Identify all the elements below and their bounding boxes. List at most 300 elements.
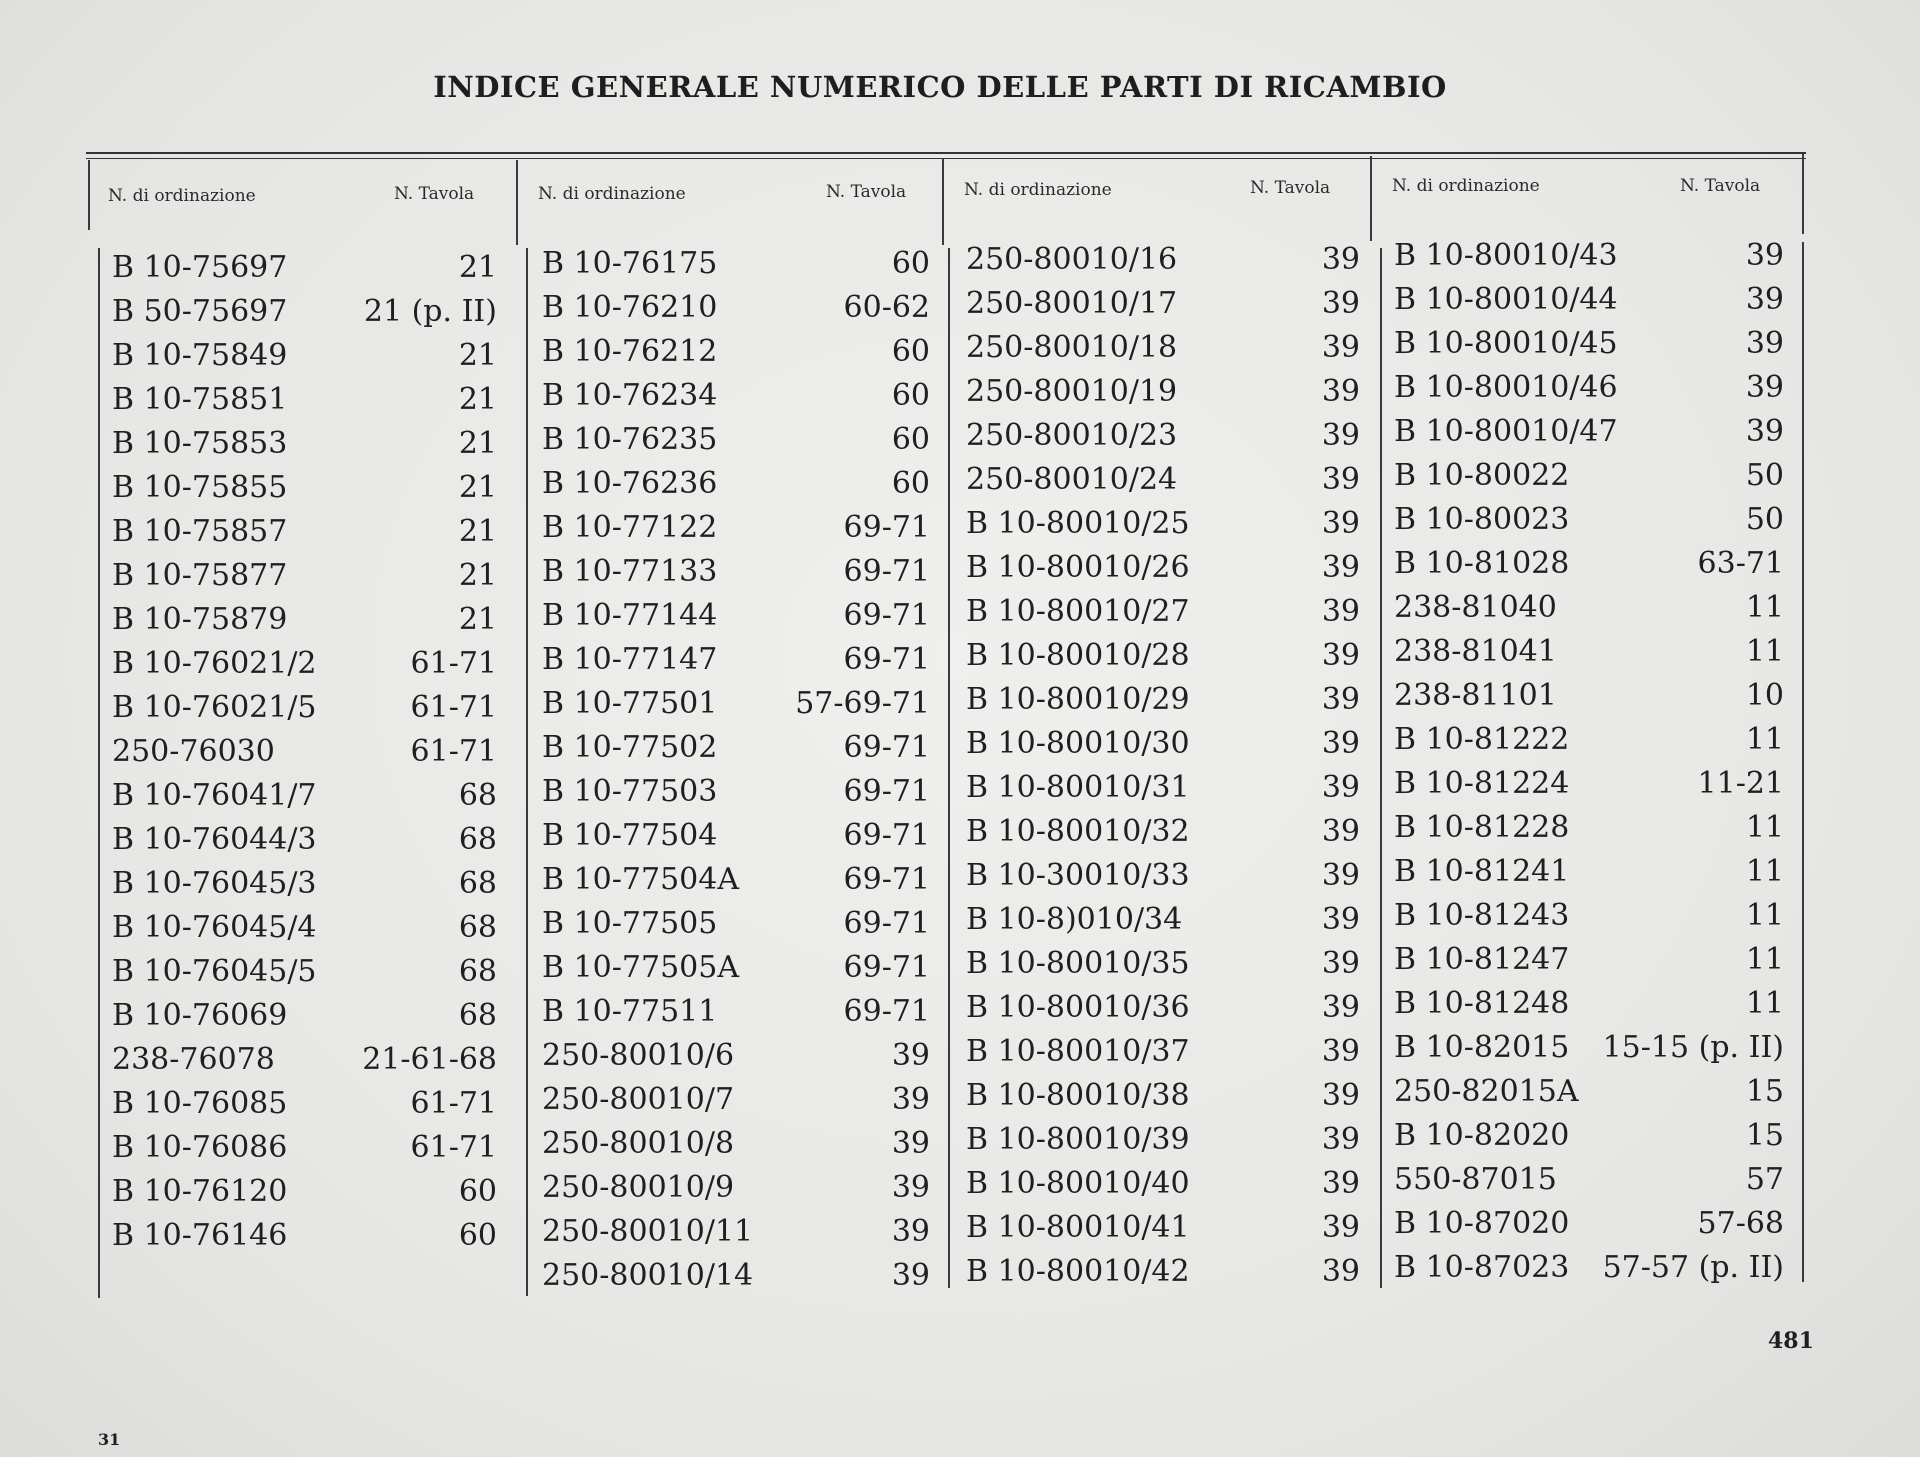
table-number: 69-71 bbox=[843, 818, 930, 853]
column-header-table-1: N. Tavola bbox=[394, 184, 475, 204]
order-number: B 10-80010/41 bbox=[966, 1210, 1190, 1245]
order-number: B 10-76086 bbox=[112, 1130, 288, 1165]
column-header-order-1: N. di ordinazione bbox=[108, 186, 256, 206]
order-number: B 10-77122 bbox=[542, 510, 718, 545]
order-number: B 50-75697 bbox=[112, 294, 288, 329]
index-row bbox=[542, 1214, 930, 1258]
top-rule-outer bbox=[86, 152, 1806, 154]
order-number: B 10-81247 bbox=[1394, 942, 1570, 977]
order-number: B 10-80010/27 bbox=[966, 594, 1190, 629]
order-number: B 10-80010/29 bbox=[966, 682, 1190, 717]
order-number: B 10-87023 bbox=[1394, 1250, 1570, 1285]
order-number: B 10-80010/46 bbox=[1394, 370, 1618, 405]
order-number: B 10-81224 bbox=[1394, 766, 1570, 801]
order-number: B 10-76210 bbox=[542, 290, 718, 325]
index-row bbox=[542, 730, 930, 774]
table-number: 68 bbox=[458, 866, 497, 901]
table-number: 61-71 bbox=[410, 1130, 497, 1165]
table-number: 50 bbox=[1745, 502, 1784, 537]
order-number: B 10-77144 bbox=[542, 598, 718, 633]
index-row bbox=[112, 1086, 497, 1130]
footer-mark: 31 bbox=[98, 1430, 121, 1449]
table-number: 21 bbox=[458, 470, 497, 505]
order-number: B 10-82015 bbox=[1394, 1030, 1570, 1065]
index-row bbox=[1394, 370, 1784, 414]
order-number: 238-76078 bbox=[112, 1042, 275, 1077]
table-number: 39 bbox=[1321, 902, 1360, 937]
order-number: B 10-75877 bbox=[112, 558, 288, 593]
table-number: 69-71 bbox=[843, 554, 930, 589]
index-row bbox=[1394, 238, 1784, 282]
order-number: 250-80010/8 bbox=[542, 1126, 735, 1161]
table-number: 11 bbox=[1745, 986, 1784, 1021]
table-number: 60 bbox=[891, 422, 930, 457]
table-number: 39 bbox=[891, 1082, 930, 1117]
order-number: 250-80010/6 bbox=[542, 1038, 735, 1073]
order-number: B 10-30010/33 bbox=[966, 858, 1190, 893]
index-row bbox=[966, 770, 1360, 814]
index-row bbox=[542, 774, 930, 818]
index-row bbox=[112, 602, 497, 646]
order-number: B 10-77504A bbox=[542, 862, 739, 897]
index-row bbox=[112, 690, 497, 734]
index-row bbox=[966, 330, 1360, 374]
table-number: 39 bbox=[1321, 990, 1360, 1025]
table-number: 60 bbox=[891, 378, 930, 413]
index-row bbox=[112, 1174, 497, 1218]
table-number: 60 bbox=[891, 334, 930, 369]
table-number: 68 bbox=[458, 998, 497, 1033]
top-rule-inner bbox=[86, 158, 1806, 159]
table-number: 50 bbox=[1745, 458, 1784, 493]
index-row bbox=[112, 998, 497, 1042]
table-number: 69-71 bbox=[843, 598, 930, 633]
index-row bbox=[112, 1130, 497, 1174]
table-number: 39 bbox=[1745, 326, 1784, 361]
index-row bbox=[966, 858, 1360, 902]
index-row bbox=[966, 594, 1360, 638]
index-row bbox=[1394, 1206, 1784, 1250]
order-number: B 10-81243 bbox=[1394, 898, 1570, 933]
index-row bbox=[542, 950, 930, 994]
header-divider-2 bbox=[942, 158, 944, 245]
index-row bbox=[1394, 942, 1784, 986]
order-number: B 10-75849 bbox=[112, 338, 288, 373]
index-row bbox=[1394, 414, 1784, 458]
order-number: 250-80010/9 bbox=[542, 1170, 735, 1205]
order-number: B 10-76146 bbox=[112, 1218, 288, 1253]
order-number: B 10-81028 bbox=[1394, 546, 1570, 581]
table-number: 39 bbox=[1745, 414, 1784, 449]
index-row bbox=[112, 822, 497, 866]
index-row bbox=[542, 466, 930, 510]
order-number: B 10-80010/38 bbox=[966, 1078, 1190, 1113]
index-row bbox=[1394, 722, 1784, 766]
order-number: B 10-75851 bbox=[112, 382, 288, 417]
table-number: 39 bbox=[891, 1170, 930, 1205]
index-row bbox=[966, 286, 1360, 330]
index-row bbox=[1394, 810, 1784, 854]
index-row bbox=[542, 554, 930, 598]
index-row bbox=[966, 726, 1360, 770]
index-row bbox=[966, 682, 1360, 726]
index-column-2 bbox=[542, 246, 930, 1302]
index-row bbox=[966, 550, 1360, 594]
table-number: 39 bbox=[1321, 506, 1360, 541]
order-number: B 10-77511 bbox=[542, 994, 718, 1029]
order-number: 250-82015A bbox=[1394, 1074, 1579, 1109]
index-row bbox=[966, 638, 1360, 682]
table-number: 39 bbox=[1321, 330, 1360, 365]
index-row bbox=[966, 1034, 1360, 1078]
index-row bbox=[112, 1218, 497, 1262]
table-number: 39 bbox=[1321, 682, 1360, 717]
order-number: B 10-80010/42 bbox=[966, 1254, 1190, 1289]
index-row bbox=[112, 426, 497, 470]
order-number: B 10-77502 bbox=[542, 730, 718, 765]
table-number: 11 bbox=[1745, 634, 1784, 669]
order-number: 238-81041 bbox=[1394, 634, 1557, 669]
table-number: 21 bbox=[458, 426, 497, 461]
order-number: B 10-76045/4 bbox=[112, 910, 317, 945]
table-number: 69-71 bbox=[843, 774, 930, 809]
table-number: 21 bbox=[458, 382, 497, 417]
index-row bbox=[1394, 1250, 1784, 1294]
table-number: 21 bbox=[458, 338, 497, 373]
order-number: B 10-80022 bbox=[1394, 458, 1570, 493]
table-number: 39 bbox=[1321, 374, 1360, 409]
table-number: 60-62 bbox=[843, 290, 930, 325]
order-number: 250-80010/17 bbox=[966, 286, 1178, 321]
column-header-order-3: N. di ordinazione bbox=[964, 180, 1112, 200]
order-number: B 10-80010/37 bbox=[966, 1034, 1190, 1069]
order-number: B 10-76041/7 bbox=[112, 778, 317, 813]
order-number: B 10-76069 bbox=[112, 998, 288, 1033]
table-number: 39 bbox=[1321, 418, 1360, 453]
table-number: 39 bbox=[1321, 594, 1360, 629]
order-number: B 10-77505A bbox=[542, 950, 739, 985]
table-number: 61-71 bbox=[410, 734, 497, 769]
table-number: 68 bbox=[458, 822, 497, 857]
index-row bbox=[112, 470, 497, 514]
table-number: 60 bbox=[458, 1218, 497, 1253]
table-number: 57-69-71 bbox=[795, 686, 930, 721]
table-number: 39 bbox=[891, 1258, 930, 1293]
table-number: 15 bbox=[1745, 1118, 1784, 1153]
index-row bbox=[1394, 854, 1784, 898]
header-divider-left bbox=[88, 160, 90, 230]
index-row bbox=[1394, 678, 1784, 722]
index-row bbox=[542, 906, 930, 950]
index-row bbox=[966, 946, 1360, 990]
index-row bbox=[966, 1166, 1360, 1210]
order-number: B 10-80010/47 bbox=[1394, 414, 1618, 449]
table-number: 39 bbox=[1321, 726, 1360, 761]
column-header-order-2: N. di ordinazione bbox=[538, 184, 686, 204]
table-number: 11 bbox=[1745, 590, 1784, 625]
order-number: 250-80010/16 bbox=[966, 242, 1178, 277]
table-number: 11 bbox=[1745, 854, 1784, 889]
table-number: 39 bbox=[891, 1038, 930, 1073]
table-number: 60 bbox=[891, 246, 930, 281]
order-number: B 10-76234 bbox=[542, 378, 718, 413]
page-title: INDICE GENERALE NUMERICO DELLE PARTI DI RICAMBIO bbox=[433, 70, 1447, 104]
order-number: B 10-77133 bbox=[542, 554, 718, 589]
table-number: 15-15 (p. II) bbox=[1602, 1030, 1784, 1065]
index-row bbox=[966, 1078, 1360, 1122]
index-row bbox=[542, 994, 930, 1038]
table-number: 69-71 bbox=[843, 642, 930, 677]
order-number: B 10-80010/36 bbox=[966, 990, 1190, 1025]
column-divider-left bbox=[98, 248, 100, 1298]
header-divider-3 bbox=[1370, 156, 1372, 241]
table-number: 69-71 bbox=[843, 730, 930, 765]
order-number: B 10-80023 bbox=[1394, 502, 1570, 537]
order-number: B 10-80010/26 bbox=[966, 550, 1190, 585]
table-number: 68 bbox=[458, 910, 497, 945]
index-row bbox=[112, 382, 497, 426]
index-row bbox=[112, 1042, 497, 1086]
table-number: 39 bbox=[1321, 286, 1360, 321]
table-number: 39 bbox=[1321, 1122, 1360, 1157]
index-row bbox=[1394, 634, 1784, 678]
index-row bbox=[112, 778, 497, 822]
index-row bbox=[966, 1210, 1360, 1254]
column-divider-2 bbox=[948, 248, 950, 1288]
table-number: 15 bbox=[1745, 1074, 1784, 1109]
index-row bbox=[1394, 326, 1784, 370]
table-number: 61-71 bbox=[410, 1086, 497, 1121]
order-number: B 10-75879 bbox=[112, 602, 288, 637]
table-number: 39 bbox=[1321, 770, 1360, 805]
table-number: 10 bbox=[1745, 678, 1784, 713]
order-number: B 10-75855 bbox=[112, 470, 288, 505]
index-row bbox=[966, 1254, 1360, 1298]
order-number: B 10-80010/25 bbox=[966, 506, 1190, 541]
index-row bbox=[966, 990, 1360, 1034]
order-number: B 10-80010/32 bbox=[966, 814, 1190, 849]
table-number: 69-71 bbox=[843, 862, 930, 897]
index-row bbox=[542, 1126, 930, 1170]
order-number: B 10-77505 bbox=[542, 906, 718, 941]
order-number: B 10-77503 bbox=[542, 774, 718, 809]
order-number: B 10-76120 bbox=[112, 1174, 288, 1209]
column-divider-right bbox=[1802, 242, 1804, 1282]
index-row bbox=[542, 510, 930, 554]
index-row bbox=[1394, 1074, 1784, 1118]
table-number: 11 bbox=[1745, 942, 1784, 977]
table-number: 39 bbox=[1321, 638, 1360, 673]
table-number: 39 bbox=[1321, 858, 1360, 893]
table-number: 69-71 bbox=[843, 510, 930, 545]
order-number: 250-76030 bbox=[112, 734, 275, 769]
table-number: 60 bbox=[458, 1174, 497, 1209]
table-number: 57-68 bbox=[1697, 1206, 1784, 1241]
table-number: 69-71 bbox=[843, 950, 930, 985]
table-number: 69-71 bbox=[843, 994, 930, 1029]
order-number: B 10-76044/3 bbox=[112, 822, 317, 857]
table-number: 39 bbox=[1321, 814, 1360, 849]
index-row bbox=[542, 686, 930, 730]
order-number: B 10-75853 bbox=[112, 426, 288, 461]
index-row bbox=[966, 462, 1360, 506]
order-number: B 10-76021/5 bbox=[112, 690, 317, 725]
order-number: 250-80010/23 bbox=[966, 418, 1178, 453]
index-row bbox=[1394, 986, 1784, 1030]
table-number: 60 bbox=[891, 466, 930, 501]
index-row bbox=[112, 558, 497, 602]
table-number: 69-71 bbox=[843, 906, 930, 941]
order-number: B 10-76045/3 bbox=[112, 866, 317, 901]
table-number: 11 bbox=[1745, 898, 1784, 933]
index-row bbox=[542, 422, 930, 466]
table-number: 21 (p. II) bbox=[363, 294, 497, 329]
index-row bbox=[1394, 766, 1784, 810]
order-number: 550-87015 bbox=[1394, 1162, 1557, 1197]
order-number: B 10-82020 bbox=[1394, 1118, 1570, 1153]
order-number: 250-80010/19 bbox=[966, 374, 1178, 409]
header-divider-right bbox=[1802, 154, 1804, 234]
table-number: 39 bbox=[1745, 282, 1784, 317]
column-header-order-4: N. di ordinazione bbox=[1392, 176, 1540, 196]
order-number: B 10-76235 bbox=[542, 422, 718, 457]
table-number: 39 bbox=[891, 1214, 930, 1249]
order-number: B 10-81241 bbox=[1394, 854, 1570, 889]
order-number: 250-80010/14 bbox=[542, 1258, 754, 1293]
order-number: B 10-81228 bbox=[1394, 810, 1570, 845]
table-number: 21 bbox=[458, 250, 497, 285]
index-column-3 bbox=[966, 242, 1360, 1298]
order-number: B 10-77147 bbox=[542, 642, 718, 677]
index-row bbox=[112, 866, 497, 910]
order-number: B 10-8)010/34 bbox=[966, 902, 1183, 937]
table-number: 11-21 bbox=[1697, 766, 1784, 801]
table-number: 11 bbox=[1745, 722, 1784, 757]
index-column-1 bbox=[112, 250, 497, 1262]
order-number: B 10-80010/30 bbox=[966, 726, 1190, 761]
table-number: 21-61-68 bbox=[362, 1042, 497, 1077]
table-number: 39 bbox=[1321, 1254, 1360, 1289]
index-row bbox=[1394, 1118, 1784, 1162]
order-number: B 10-76175 bbox=[542, 246, 718, 281]
order-number: B 10-81222 bbox=[1394, 722, 1570, 757]
index-row bbox=[542, 378, 930, 422]
order-number: B 10-80010/31 bbox=[966, 770, 1190, 805]
index-row bbox=[966, 374, 1360, 418]
order-number: B 10-75857 bbox=[112, 514, 288, 549]
column-divider-1 bbox=[526, 248, 528, 1296]
index-row bbox=[112, 954, 497, 998]
index-column-4 bbox=[1394, 238, 1784, 1294]
index-row bbox=[1394, 898, 1784, 942]
order-number: B 10-75697 bbox=[112, 250, 288, 285]
index-row bbox=[966, 902, 1360, 946]
order-number: B 10-80010/35 bbox=[966, 946, 1190, 981]
index-row bbox=[542, 290, 930, 334]
table-number: 68 bbox=[458, 778, 497, 813]
index-row bbox=[1394, 546, 1784, 590]
index-row bbox=[112, 338, 497, 382]
order-number: B 10-76021/2 bbox=[112, 646, 317, 681]
column-header-table-3: N. Tavola bbox=[1250, 178, 1331, 198]
order-number: 250-80010/18 bbox=[966, 330, 1178, 365]
table-number: 39 bbox=[1321, 1034, 1360, 1069]
table-number: 61-71 bbox=[410, 690, 497, 725]
table-number: 39 bbox=[1745, 238, 1784, 273]
order-number: B 10-87020 bbox=[1394, 1206, 1570, 1241]
index-row bbox=[542, 818, 930, 862]
index-row bbox=[966, 1122, 1360, 1166]
table-number: 68 bbox=[458, 954, 497, 989]
order-number: B 10-77504 bbox=[542, 818, 718, 853]
index-row bbox=[966, 418, 1360, 462]
index-row bbox=[966, 242, 1360, 286]
table-number: 39 bbox=[1321, 946, 1360, 981]
order-number: B 10-80010/43 bbox=[1394, 238, 1618, 273]
table-number: 11 bbox=[1745, 810, 1784, 845]
order-number: B 10-80010/40 bbox=[966, 1166, 1190, 1201]
index-row bbox=[1394, 1030, 1784, 1074]
order-number: 238-81040 bbox=[1394, 590, 1557, 625]
index-row bbox=[112, 910, 497, 954]
index-row bbox=[1394, 1162, 1784, 1206]
table-number: 57-57 (p. II) bbox=[1602, 1250, 1784, 1285]
index-row bbox=[112, 734, 497, 778]
order-number: B 10-76085 bbox=[112, 1086, 288, 1121]
index-row bbox=[542, 862, 930, 906]
index-row bbox=[542, 598, 930, 642]
order-number: 250-80010/7 bbox=[542, 1082, 735, 1117]
index-row bbox=[112, 514, 497, 558]
order-number: B 10-81248 bbox=[1394, 986, 1570, 1021]
order-number: B 10-77501 bbox=[542, 686, 718, 721]
index-row bbox=[966, 814, 1360, 858]
table-number: 39 bbox=[891, 1126, 930, 1161]
column-divider-3 bbox=[1380, 248, 1382, 1288]
order-number: B 10-80010/39 bbox=[966, 1122, 1190, 1157]
order-number: B 10-80010/28 bbox=[966, 638, 1190, 673]
index-row bbox=[1394, 458, 1784, 502]
table-number: 39 bbox=[1321, 242, 1360, 277]
table-number: 61-71 bbox=[410, 646, 497, 681]
order-number: 250-80010/11 bbox=[542, 1214, 754, 1249]
order-number: B 10-76236 bbox=[542, 466, 718, 501]
index-row bbox=[1394, 282, 1784, 326]
column-header-table-4: N. Tavola bbox=[1680, 176, 1761, 196]
table-number: 21 bbox=[458, 514, 497, 549]
table-number: 21 bbox=[458, 602, 497, 637]
header-divider-1 bbox=[516, 160, 518, 245]
order-number: B 10-80010/44 bbox=[1394, 282, 1618, 317]
index-row bbox=[542, 1258, 930, 1302]
index-row bbox=[1394, 590, 1784, 634]
index-row bbox=[966, 506, 1360, 550]
order-number: 250-80010/24 bbox=[966, 462, 1178, 497]
index-row bbox=[542, 334, 930, 378]
index-row bbox=[542, 1038, 930, 1082]
table-number: 39 bbox=[1321, 1166, 1360, 1201]
index-row bbox=[542, 1082, 930, 1126]
index-row bbox=[542, 1170, 930, 1214]
table-number: 39 bbox=[1321, 550, 1360, 585]
order-number: 238-81101 bbox=[1394, 678, 1557, 713]
table-number: 21 bbox=[458, 558, 497, 593]
table-number: 39 bbox=[1745, 370, 1784, 405]
column-header-table-2: N. Tavola bbox=[826, 182, 907, 202]
table-number: 63-71 bbox=[1697, 546, 1784, 581]
index-row bbox=[112, 294, 497, 338]
table-number: 39 bbox=[1321, 462, 1360, 497]
